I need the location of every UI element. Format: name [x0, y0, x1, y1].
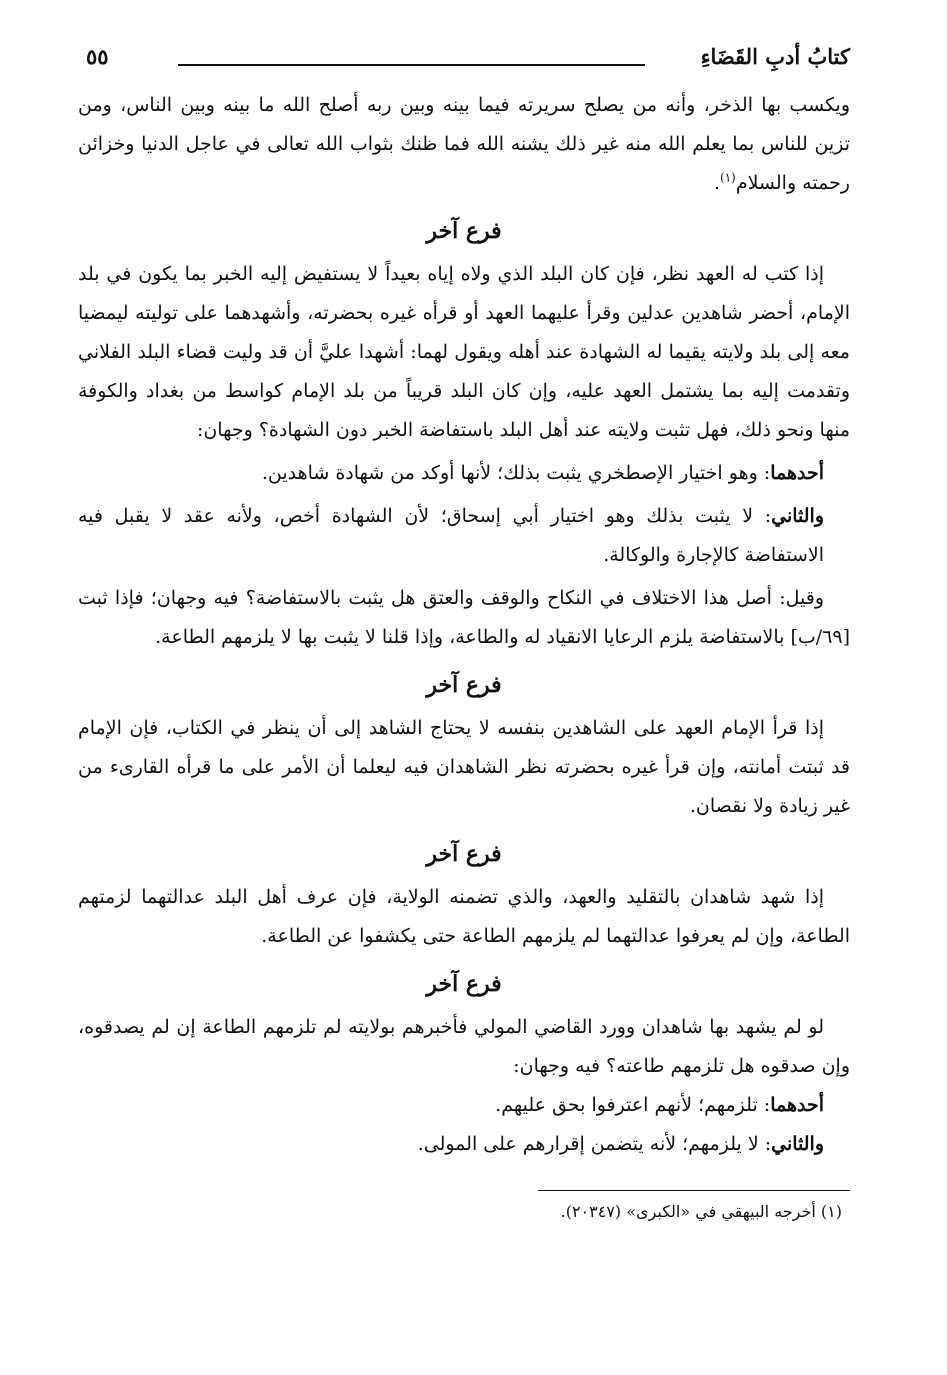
paragraph	[78, 454, 850, 493]
paragraph	[78, 255, 850, 450]
footnote-rule	[538, 1190, 850, 1191]
book-page	[78, 40, 850, 1227]
footnote-reference: (١)	[720, 170, 736, 185]
paragraph	[78, 86, 850, 203]
paragraph-text: لو لم يشهد بها شاهدان وورد القاضي المولي فأخبرهم بولايته لم تلزمهم الطاعة إن لم يصدقوه، وإن صدقوه هل تلزمهم طاعته؟ فيه وجهان:	[78, 1016, 850, 1077]
section-heading: فرع آخر	[426, 672, 502, 698]
paragraph	[78, 709, 850, 826]
header-rule	[178, 64, 645, 66]
paragraph-tail: .	[713, 172, 720, 194]
paragraph-text: إذا قرأ الإمام العهد على الشاهدين بنفسه لا يحتاج الشاهد إلى أن ينظر في الكتاب، فإن الإمام قد ثبتت أمانته، وإن قرأ غيره بحضرته نظر الشاهدان فيه ليعلما أن الأمر على ما قرأه القارىء من غير زيادة ولا نقصان.	[78, 717, 850, 817]
paragraph-text: : تلزمهم؛ لأنهم اعترفوا بحق عليهم.	[495, 1094, 771, 1116]
paragraph-text: : لا يلزمهم؛ لأنه يتضمن إقرارهم على المولى.	[417, 1133, 772, 1155]
paragraph-label: والثاني	[771, 505, 824, 527]
paragraph-label: أحدهما	[770, 1094, 824, 1116]
paragraph	[78, 579, 850, 657]
section-heading: فرع آخر	[426, 971, 502, 997]
footnote: (١) أخرجه البيهقي في «الكبرى» (٢٠٣٤٧).	[560, 1202, 842, 1221]
paragraph	[78, 497, 850, 575]
paragraph	[78, 878, 850, 956]
paragraph-text: : لا يثبت بذلك وهو اختيار أبي إسحاق؛ لأن الشهادة أخص، ولأنه عقد لا يقبل فيه الاستفاضة كالإجارة والوكالة.	[78, 505, 824, 566]
paragraph	[78, 1086, 850, 1125]
book-title: كتابُ أدبِ القَضَاءِ	[700, 44, 850, 69]
running-header	[78, 40, 850, 86]
body-text	[78, 86, 850, 1164]
section-heading: فرع آخر	[426, 218, 502, 244]
paragraph-text: : وهو اختيار الإصطخري يثبت بذلك؛ لأنها أوكد من شهادة شاهدين.	[261, 462, 771, 484]
page-number: ٥٥	[86, 44, 109, 69]
paragraph	[78, 1008, 850, 1086]
paragraph	[78, 1125, 850, 1164]
paragraph-text: وقيل: أصل هذا الاختلاف في النكاح والوقف والعتق هل يثبت بالاستفاضة؟ فيه وجهان؛ فإذا ثبت [٦٩/ب] بالاستفاضة يلزم الرعايا الانقياد له والطاعة، وإذا قلنا لا يثبت بها لا يلزمهم الطاعة.	[78, 587, 850, 648]
paragraph-label: أحدهما	[770, 462, 824, 484]
paragraph-text: ويكسب بها الذخر، وأنه من يصلح سريرته فيما بينه وبين ربه أصلح الله ما بينه وبين الناس، ومن تزين للناس بما يعلم الله منه غير ذلك يشنه الله فما ظنك بثواب الله تعالى في عاجل الدنيا وخزائن رحمته والسلام	[78, 94, 850, 194]
paragraph-text: إذا شهد شاهدان بالتقليد والعهد، والذي تضمنه الولاية، فإن عرف أهل البلد عدالتهما لزمتهم الطاعة، وإن لم يعرفوا عدالتهما لم يلزمهم الطاعة حتى يكشفوا عن الطاعة.	[78, 886, 850, 947]
paragraph-label: والثاني	[771, 1133, 824, 1155]
paragraph-text: إذا كتب له العهد نظر، فإن كان البلد الذي ولاه إياه بعيداً لا يستفيض إليه الخبر بما يكون في بلد الإمام، أحضر شاهدين عدلين وقرأ عليهما العهد أو قرأه غيره بحضرته، وأشهدهما على توليته ليمضيا معه إلى بلد ولايته يقيما له الشهادة عند أهله ويقول لهما: أشهدا عليَّ أن قد وليت قضاء البلد الفلاني وتقدمت إليه بما يشتمل العهد عليه، وإن كان البلد قريباً من بلد الإمام كواسط من بغداد والكوفة منها ونحو ذلك، فهل تثبت ولايته عند أهل البلد باستفاضة الخبر دون الشهادة؟ وجهان:	[78, 263, 850, 441]
section-heading: فرع آخر	[426, 841, 502, 867]
